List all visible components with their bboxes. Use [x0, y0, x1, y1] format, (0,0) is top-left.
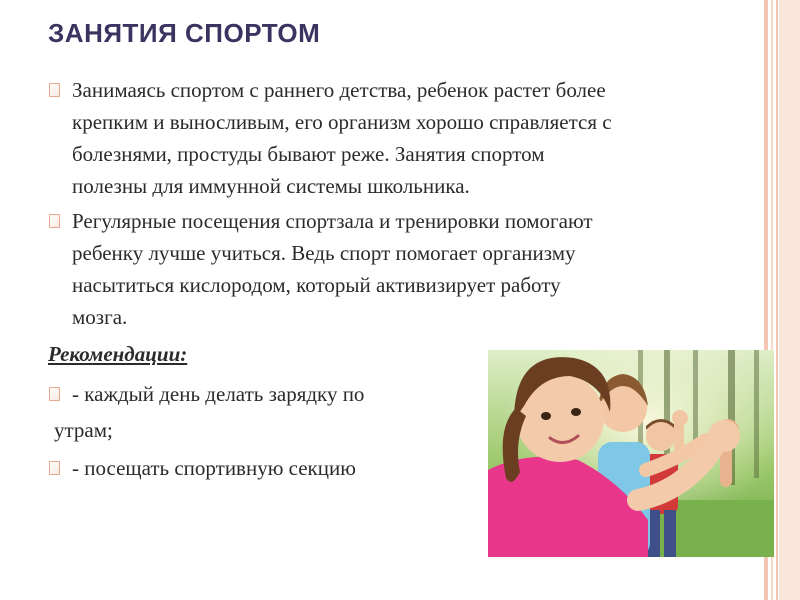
paragraph-1	[48, 74, 760, 202]
body-text	[48, 74, 760, 336]
edge-stripe	[776, 0, 778, 600]
paragraph-line: насытиться кислородом, который активизирует работу	[72, 273, 561, 297]
slide-title: ЗАНЯТИЯ СПОРТОМ	[48, 18, 321, 48]
paragraph-line: болезнями, простуды бывают реже. Занятия спортом	[72, 142, 545, 166]
recommendation-text: - посещать спортивную секцию	[72, 456, 356, 480]
paragraph-line: мозга.	[72, 305, 128, 329]
recommendation-item	[48, 378, 468, 410]
paragraph-line: ребенку лучше учиться. Ведь спорт помогает организму	[72, 241, 576, 265]
paragraph-line: полезны для иммунной системы школьника.	[72, 174, 470, 198]
bullet-icon	[49, 83, 60, 97]
paragraph-2	[48, 205, 760, 333]
recommendations-list	[48, 378, 468, 484]
recommendation-text: - каждый день делать зарядку по	[72, 382, 365, 406]
edge-stripe	[779, 0, 800, 600]
paragraph-line: крепким и выносливым, его организм хорошо справляется с	[72, 110, 612, 134]
recommendation-item	[48, 452, 468, 484]
recommendation-continuation: утрам;	[54, 418, 113, 442]
paragraph-line: Занимаясь спортом с раннего детства, ребенок растет более	[72, 78, 606, 102]
bullet-icon	[49, 214, 60, 228]
children-sport-photo	[488, 350, 774, 557]
paragraph-line: Регулярные посещения спортзала и тренировки помогают	[72, 209, 593, 233]
bullet-icon	[49, 387, 60, 401]
bullet-icon	[49, 461, 60, 475]
recommendations-heading: Рекомендации:	[48, 342, 188, 366]
